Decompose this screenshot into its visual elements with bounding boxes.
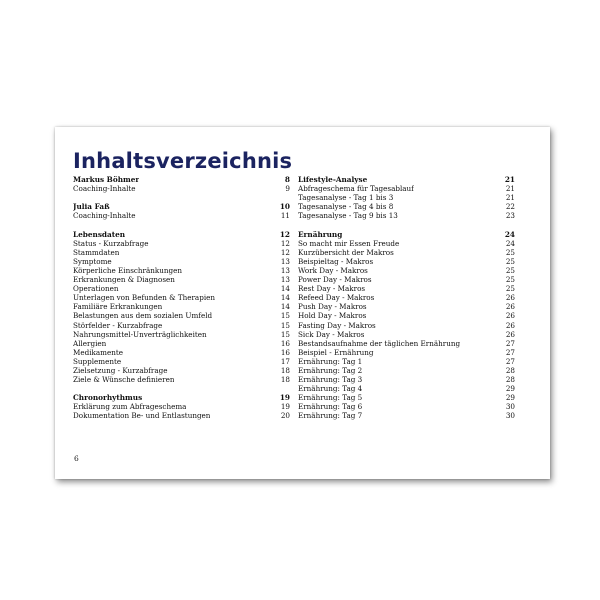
toc-heading-label: Lifestyle-Analyse (298, 175, 368, 184)
toc-section (73, 230, 290, 385)
toc-entry (73, 357, 290, 366)
toc-section (298, 230, 515, 421)
toc-entry-label: Störfelder - Kurzabfrage (73, 320, 163, 330)
toc-entry (73, 330, 290, 339)
toc-entry (73, 211, 290, 220)
toc-page-number: 26 (505, 320, 515, 330)
toc-entry-label: Status - Kurzabfrage (73, 238, 149, 248)
toc-page-number: 19 (279, 393, 290, 403)
toc-page-number: 13 (280, 265, 290, 275)
toc-section (73, 393, 290, 420)
toc-section (298, 175, 515, 220)
toc-entry-label: Belastungen aus dem sozialen Umfeld (73, 311, 213, 321)
toc-entry (298, 239, 515, 248)
toc-page-number: 13 (280, 256, 290, 266)
toc-page-number: 27 (505, 356, 515, 366)
toc-entry (73, 275, 290, 284)
toc-entry (298, 357, 515, 366)
toc-entry-label: Tagesanalyse - Tag 4 bis 8 (298, 202, 394, 212)
toc-entry-label: Sick Day - Makros (298, 329, 365, 339)
toc-entry (298, 366, 515, 375)
toc-page-number: 10 (279, 202, 290, 212)
toc-entry-label: Coaching-Inhalte (73, 184, 136, 194)
toc-entry-label: Symptome (73, 256, 112, 266)
toc-section-heading (298, 175, 515, 184)
toc-page-number: 9 (285, 184, 290, 194)
toc-entry-label: Beispiel - Ernährung (298, 347, 374, 357)
toc-page-number: 8 (284, 175, 290, 184)
toc-right-column (298, 175, 515, 430)
toc-entry (73, 184, 290, 193)
toc-page-number: 18 (280, 365, 290, 375)
toc-entry-label: Abfrageschema für Tagesablauf (298, 184, 414, 194)
toc-entry (73, 311, 290, 320)
toc-entry-label: Refeed Day - Makros (298, 293, 375, 303)
toc-page-number: 15 (280, 320, 290, 330)
toc-page-number: 28 (505, 365, 515, 375)
toc-page-number: 26 (505, 311, 515, 321)
toc-page-number: 25 (505, 256, 515, 266)
toc-page-number: 12 (279, 229, 290, 239)
toc-entry-label: Zielsetzung - Kurzabfrage (73, 365, 168, 375)
toc-entry (73, 321, 290, 330)
toc-entry-label: Erkrankungen & Diagnosen (73, 275, 175, 285)
toc-page-number: 25 (505, 265, 515, 275)
toc-entry-label: Ernährung: Tag 4 (298, 384, 363, 394)
toc-page-number: 26 (505, 329, 515, 339)
toc-section-heading (298, 230, 515, 239)
toc-page-number: 27 (505, 338, 515, 348)
toc-page-number: 16 (280, 347, 290, 357)
toc-page-number: 11 (280, 211, 290, 221)
toc-page-number: 15 (280, 329, 290, 339)
toc-page-number: 16 (280, 338, 290, 348)
toc-page-number: 24 (504, 229, 515, 239)
toc-heading-label: Julia Faß (73, 202, 110, 212)
toc-page-number: 15 (280, 311, 290, 321)
toc-entry-label: Beispieltag - Makros (298, 256, 374, 266)
toc-entry (298, 311, 515, 320)
toc-left-column (73, 175, 290, 430)
toc-page-number: 20 (280, 411, 290, 421)
toc-page-number: 29 (505, 393, 515, 403)
toc-entry-label: Erklärung zum Abfrageschema (73, 402, 187, 412)
toc-entry (298, 339, 515, 348)
toc-page-number: 25 (505, 275, 515, 285)
toc-entry (298, 375, 515, 384)
toc-entry (298, 402, 515, 411)
toc-entry (73, 348, 290, 357)
toc-entry-label: Ernährung: Tag 2 (298, 365, 363, 375)
toc-entry (298, 202, 515, 211)
toc-entry (298, 384, 515, 393)
toc-entry-label: Allergien (73, 338, 107, 348)
toc-page-number: 21 (505, 184, 515, 194)
toc-heading-label: Lebensdaten (73, 229, 126, 239)
toc-entry (73, 375, 290, 384)
toc-page-number: 12 (280, 247, 290, 257)
toc-entry-label: Hold Day - Makros (298, 311, 367, 321)
toc-heading-label: Markus Böhmer (73, 175, 140, 184)
toc-section-heading (73, 230, 290, 239)
toc-entry (73, 257, 290, 266)
toc-entry (298, 411, 515, 420)
toc-page-number: 23 (505, 211, 515, 221)
toc-entry (73, 293, 290, 302)
toc-entry (298, 393, 515, 402)
toc-entry (73, 239, 290, 248)
toc-entry-label: Unterlagen von Befunden & Therapien (73, 293, 216, 303)
toc-entry-label: Kurzübersicht der Makros (298, 247, 394, 257)
toc-entry (73, 366, 290, 375)
toc-entry (73, 248, 290, 257)
toc-entry (73, 266, 290, 275)
toc-entry (298, 248, 515, 257)
toc-page-number: 18 (280, 375, 290, 385)
toc-page-number: 24 (505, 238, 515, 248)
toc-entry-label: Ernährung: Tag 5 (298, 393, 363, 403)
toc-entry (73, 411, 290, 420)
toc-page-number: 30 (505, 402, 515, 412)
toc-entry (298, 211, 515, 220)
toc-entry-label: Ernährung: Tag 3 (298, 375, 363, 385)
toc-entry (298, 321, 515, 330)
toc-page-number: 27 (505, 347, 515, 357)
toc-section-heading (73, 175, 290, 184)
toc-page-number: 26 (505, 302, 515, 312)
toc-entry-label: Tagesanalyse - Tag 1 bis 3 (298, 193, 394, 203)
page-title: Inhaltsverzeichnis (73, 149, 293, 173)
toc-entry-label: Nahrungsmittel-Unverträglichkeiten (73, 329, 207, 339)
toc-entry (298, 330, 515, 339)
toc-entry-label: Coaching-Inhalte (73, 211, 136, 221)
toc-page-number: 14 (280, 293, 290, 303)
toc-section (73, 202, 290, 220)
toc-entry-label: Ernährung: Tag 1 (298, 356, 363, 366)
toc-entry-label: Supplemente (73, 356, 122, 366)
toc-entry (298, 266, 515, 275)
toc-entry (298, 293, 515, 302)
toc-heading-label: Chronorhythmus (73, 393, 143, 403)
toc-entry (73, 302, 290, 311)
toc-entry-label: Medikamente (73, 347, 123, 357)
toc-page-number: 19 (280, 402, 290, 412)
toc-entry (298, 257, 515, 266)
toc-page-number: 25 (505, 247, 515, 257)
toc-entry (73, 284, 290, 293)
toc-page-number: 25 (505, 284, 515, 294)
toc-entry-label: Power Day - Makros (298, 275, 372, 285)
toc-entry-label: Körperliche Einschränkungen (73, 265, 182, 275)
toc-page-number: 13 (280, 275, 290, 285)
toc-page-number: 17 (280, 356, 290, 366)
toc-entry (298, 275, 515, 284)
toc-entry-label: Work Day - Makros (298, 265, 368, 275)
toc-entry (298, 284, 515, 293)
toc-section (73, 175, 290, 193)
toc-entry-label: Ziele & Wünsche definieren (73, 375, 175, 385)
toc-page-number: 21 (505, 193, 515, 203)
toc-page-number: 28 (505, 375, 515, 385)
toc-page-number: 26 (505, 293, 515, 303)
toc-entry-label: Ernährung: Tag 7 (298, 411, 363, 421)
toc-page-number: 12 (280, 238, 290, 248)
toc-entry (298, 193, 515, 202)
toc-section-heading (73, 202, 290, 211)
toc-page-number: 22 (505, 202, 515, 212)
toc-entry-label: Push Day - Makros (298, 302, 367, 312)
toc-section-heading (73, 393, 290, 402)
toc-entry (298, 184, 515, 193)
toc-page-number: 30 (505, 411, 515, 421)
page-number: 6 (74, 454, 79, 463)
toc-page-number: 14 (280, 284, 290, 294)
toc-entry-label: Ernährung: Tag 6 (298, 402, 363, 412)
toc-entry-label: Stammdaten (73, 247, 120, 257)
toc-page-number: 14 (280, 302, 290, 312)
toc-page (55, 127, 550, 479)
toc-entry (298, 348, 515, 357)
toc-page-number: 29 (505, 384, 515, 394)
toc-entry-label: Familiäre Erkrankungen (73, 302, 163, 312)
toc-entry-label: So macht mir Essen Freude (298, 238, 400, 248)
toc-entry (73, 402, 290, 411)
toc-entry-label: Fasting Day - Makros (298, 320, 376, 330)
toc-heading-label: Ernährung (298, 229, 343, 239)
toc-page-number: 21 (504, 175, 515, 184)
toc-entry-label: Rest Day - Makros (298, 284, 366, 294)
toc-entry (73, 339, 290, 348)
toc-entry-label: Operationen (73, 284, 119, 294)
toc-entry-label: Bestandsaufnahme der täglichen Ernährung (298, 338, 461, 348)
toc-entry-label: Dokumentation Be- und Entlastungen (73, 411, 211, 421)
toc-entry (298, 302, 515, 311)
toc-entry-label: Tagesanalyse - Tag 9 bis 13 (298, 211, 398, 221)
